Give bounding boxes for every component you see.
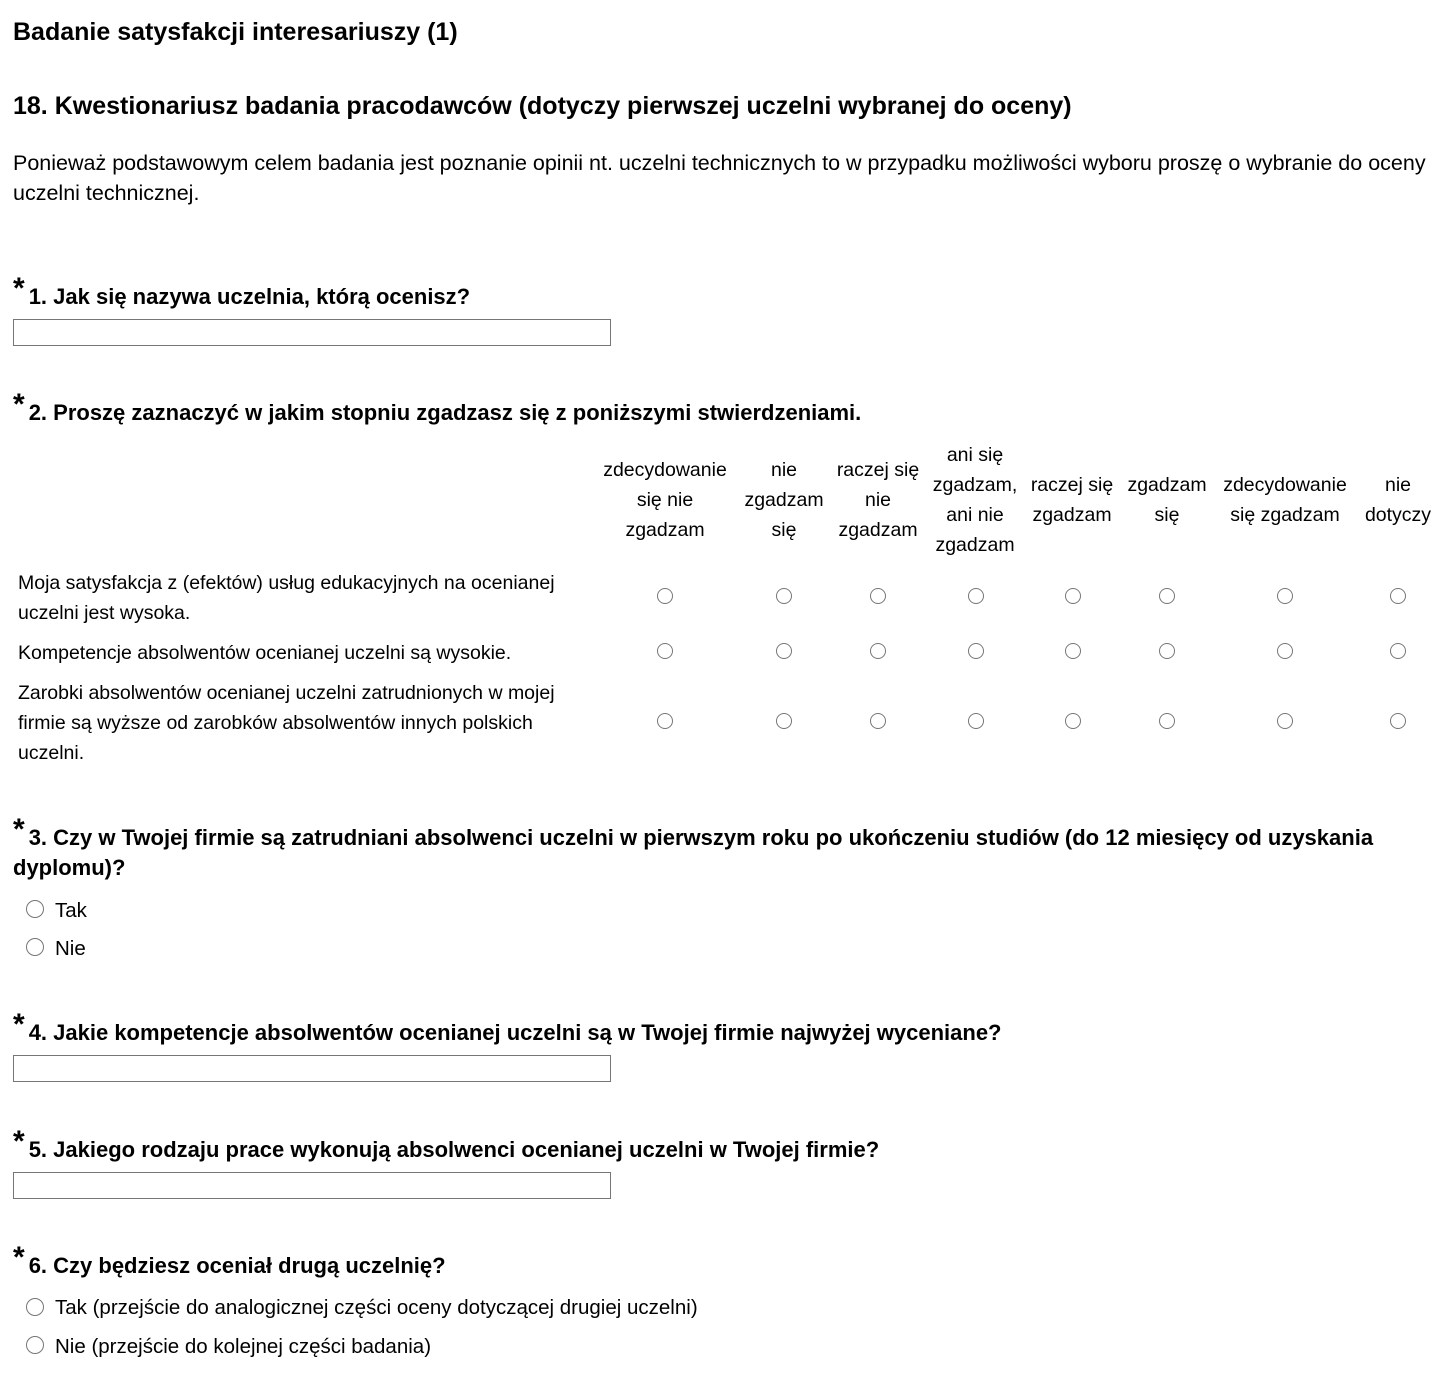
matrix-radio-r2-c1[interactable] xyxy=(657,643,673,659)
matrix-radio-r3-c4[interactable] xyxy=(968,713,984,729)
matrix-row-label: Kompetencje absolwentów ocenianej uczelni są wysokie. xyxy=(18,642,512,664)
q3-radio-tak[interactable] xyxy=(26,900,44,918)
q3-radio-nie[interactable] xyxy=(26,938,44,956)
matrix-radio-r3-c8[interactable] xyxy=(1390,713,1406,729)
question-3-heading xyxy=(13,813,1433,883)
matrix-radio-r3-c6[interactable] xyxy=(1159,713,1175,729)
matrix-radio-r2-c3[interactable] xyxy=(870,643,886,659)
required-marker: * xyxy=(13,1008,25,1041)
matrix-radio-r2-c4[interactable] xyxy=(968,643,984,659)
question-4-label: 4. Jakie kompetencje absolwentów ocenianej uczelni są w Twojej firmie najwyżej wyceniane? xyxy=(28,1020,1002,1045)
q6-option-label[interactable]: Tak (przejście do analogicznej części oceny dotyczącej drugiej uczelni) xyxy=(55,1296,698,1319)
question-5-heading xyxy=(13,1125,880,1165)
section-title: 18. Kwestionariusz badania pracodawców (dotyczy pierwszej uczelni wybranej do oceny) xyxy=(13,92,1072,120)
question-3-label: 3. Czy w Twojej firmie są zatrudniani absolwenci uczelni w pierwszym roku po ukończeniu studiów (do 12 miesięcy od uzyskania dyplomu)? xyxy=(13,825,1374,880)
matrix-radio-r1-c4[interactable] xyxy=(968,588,984,604)
matrix-radio-r3-c1[interactable] xyxy=(657,713,673,729)
question-2-label: 2. Proszę zaznaczyć w jakim stopniu zgadzasz się z poniższymi stwierdzeniami. xyxy=(28,400,862,425)
required-marker: * xyxy=(13,813,25,846)
q3-option-label[interactable]: Nie xyxy=(55,937,86,960)
matrix-row-label: Moja satysfakcja z (efektów) usług edukacyjnych na ocenianej uczelni jest wysoka. xyxy=(18,572,555,624)
matrix-radio-r1-c7[interactable] xyxy=(1277,588,1293,604)
matrix-radio-r1-c5[interactable] xyxy=(1065,588,1081,604)
matrix-column-header: raczej się zgadzam xyxy=(1030,474,1114,526)
matrix-row-label: Zarobki absolwentów ocenianej uczelni zatrudnionych w mojej firmie są wyższe od zarobków absolwentów innych polskich uczelni. xyxy=(18,682,555,764)
q1-university-name-input[interactable] xyxy=(13,319,611,346)
matrix-radio-r2-c5[interactable] xyxy=(1065,643,1081,659)
question-6-heading xyxy=(13,1241,446,1281)
q5-job-type-input[interactable] xyxy=(13,1172,611,1199)
question-6-label: 6. Czy będziesz oceniał drugą uczelnię? xyxy=(28,1253,446,1278)
matrix-radio-r1-c1[interactable] xyxy=(657,588,673,604)
matrix-column-header: raczej się nie zgadzam xyxy=(836,459,920,541)
matrix-radio-r1-c8[interactable] xyxy=(1390,588,1406,604)
matrix-column-header: nie zgadzam się xyxy=(744,459,824,541)
matrix-radio-r2-c7[interactable] xyxy=(1277,643,1293,659)
matrix-column-header: nie dotyczy xyxy=(1364,474,1432,526)
required-marker: * xyxy=(13,1125,25,1158)
question-2-heading xyxy=(13,388,862,428)
matrix-radio-r3-c2[interactable] xyxy=(776,713,792,729)
matrix-radio-r3-c3[interactable] xyxy=(870,713,886,729)
matrix-column-header: ani się zgadzam, ani nie zgadzam xyxy=(932,444,1018,556)
q6-radio-tak[interactable] xyxy=(26,1298,44,1316)
matrix-radio-r1-c3[interactable] xyxy=(870,588,886,604)
required-marker: * xyxy=(13,388,25,421)
matrix-column-header: zdecydowanie się zgadzam xyxy=(1223,474,1347,526)
matrix-radio-r2-c2[interactable] xyxy=(776,643,792,659)
q6-radio-nie[interactable] xyxy=(26,1336,44,1354)
matrix-radio-r2-c6[interactable] xyxy=(1159,643,1175,659)
required-marker: * xyxy=(13,1241,25,1274)
matrix-radio-r1-c6[interactable] xyxy=(1159,588,1175,604)
matrix-column-header: zdecydowanie się nie zgadzam xyxy=(603,459,727,541)
matrix-radio-r2-c8[interactable] xyxy=(1390,643,1406,659)
matrix-radio-r3-c5[interactable] xyxy=(1065,713,1081,729)
matrix-radio-r1-c2[interactable] xyxy=(776,588,792,604)
required-marker: * xyxy=(13,272,25,305)
q3-option-label[interactable]: Tak xyxy=(55,899,87,922)
matrix-radio-r3-c7[interactable] xyxy=(1277,713,1293,729)
matrix-column-header: zgadzam się xyxy=(1127,474,1207,526)
intro-text: Ponieważ podstawowym celem badania jest poznanie opinii nt. uczelni technicznych to w przypadku możliwości wyboru proszę o wybranie do oceny uczelni technicznej. xyxy=(13,151,1426,205)
q4-competences-input[interactable] xyxy=(13,1055,611,1082)
question-4-heading xyxy=(13,1008,1002,1048)
question-1-label: 1. Jak się nazywa uczelnia, którą ocenisz? xyxy=(28,284,471,309)
survey-title: Badanie satysfakcji interesariuszy (1) xyxy=(13,18,458,46)
question-1-heading xyxy=(13,272,471,312)
q6-option-label[interactable]: Nie (przejście do kolejnej części badania) xyxy=(55,1335,432,1358)
question-5-label: 5. Jakiego rodzaju prace wykonują absolwenci ocenianej uczelni w Twojej firmie? xyxy=(28,1137,880,1162)
